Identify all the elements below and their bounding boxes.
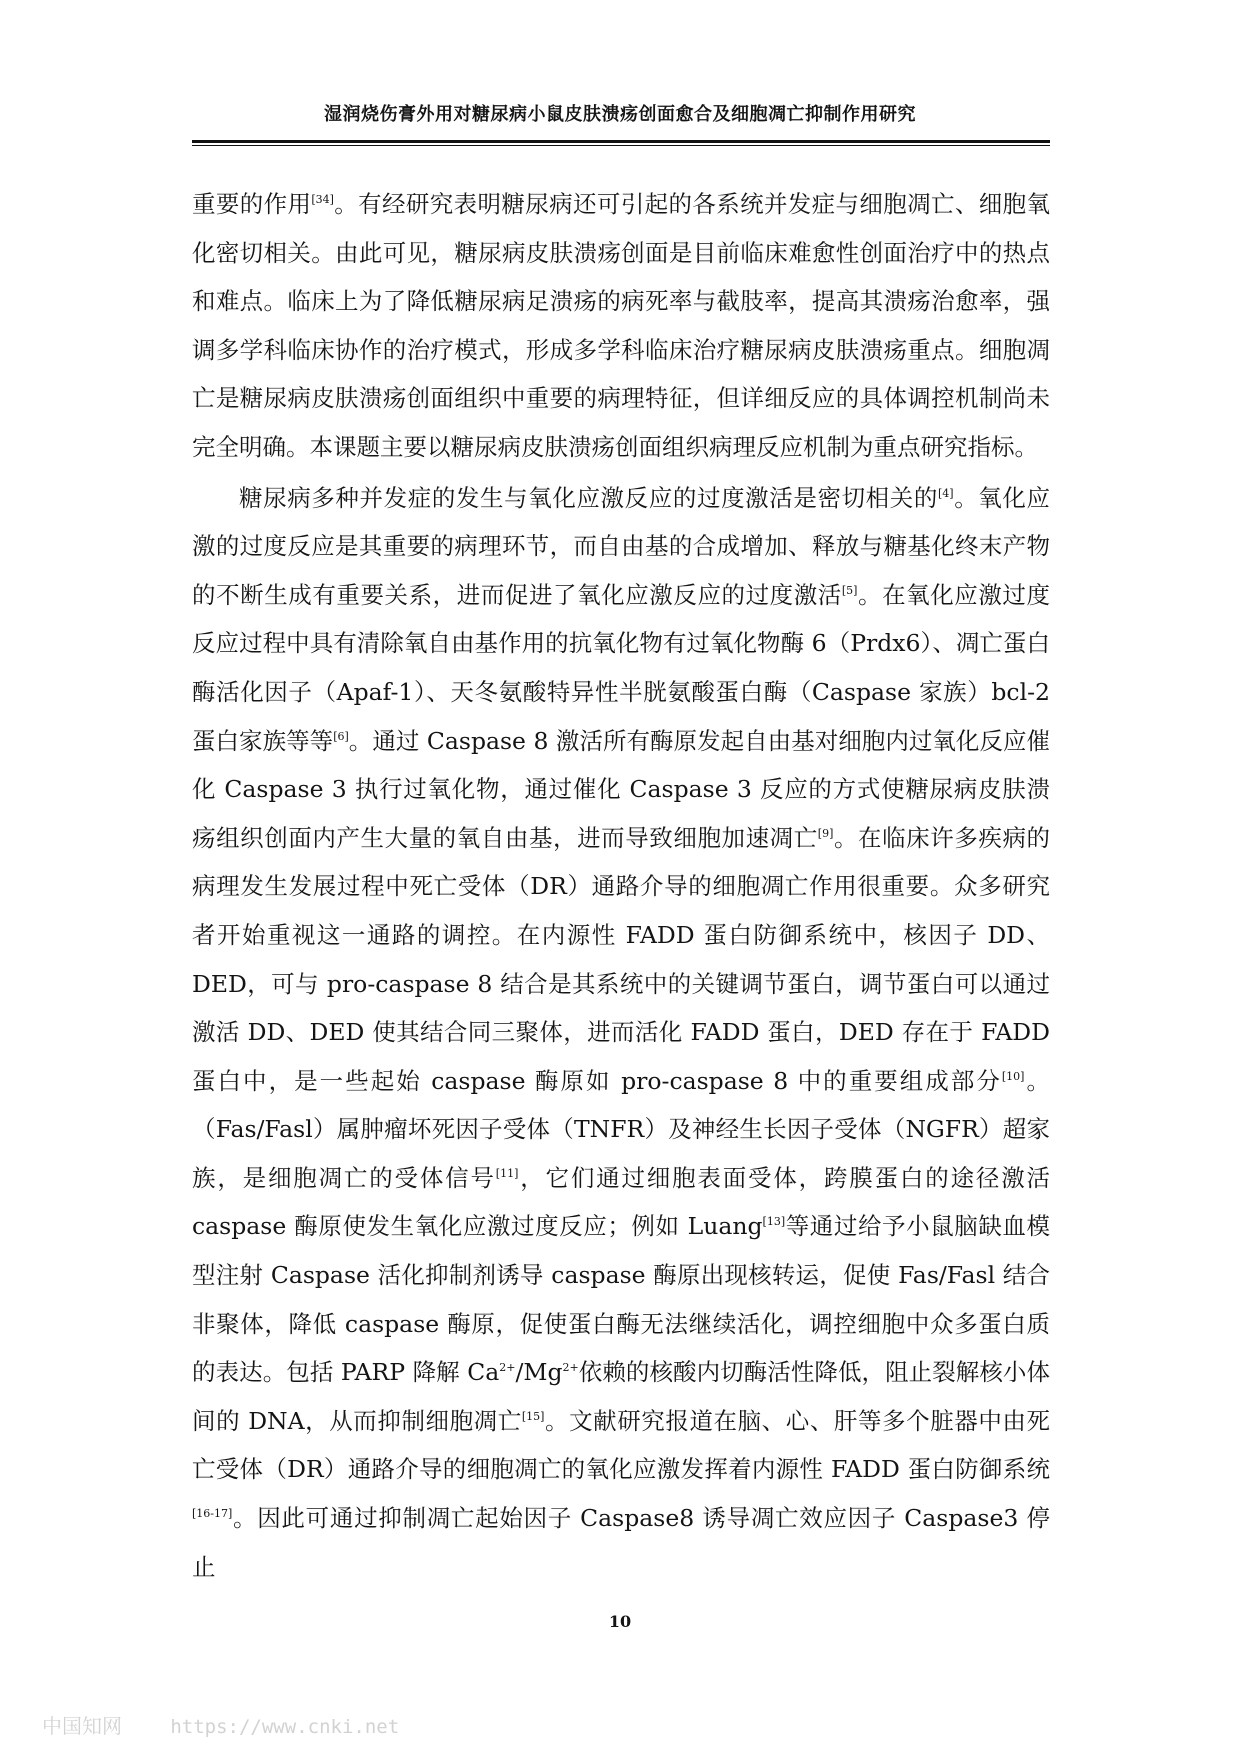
- paragraph-text: 。在临床许多疾病的病理发生发展过程中死亡受体（DR）通路介导的细胞凋亡作用很重要。众多研究者开始重视这一通路的调控。在内源性 FADD 蛋白防御系统中，核因子 DD、DED，可与 pro-caspase 8 结合是其系统中的关键调节蛋白，调节蛋白可以通过激活 DD、DED 使其结合同三聚体，进而活化 FADD 蛋白，DED 存在于 FADD 蛋白中，是一些起始 caspase 酶原如 pro-caspase 8 中的重要组成部分: [192, 823, 1051, 1095]
- paragraph-text: 。因此可通过抑制凋亡起始因子 Caspase8 诱导凋亡效应因子 Caspase3 停止: [192, 1504, 1050, 1581]
- citation-superscript: [10]: [1001, 1069, 1025, 1083]
- citation-superscript: [15]: [521, 1410, 545, 1424]
- citation-superscript: 2+: [562, 1361, 579, 1375]
- paragraph-text: 依赖的核酸内切酶活性降低，阻止裂解核小体间的 DNA，从而抑制细胞凋亡: [192, 1358, 1050, 1435]
- paragraph-text: 等通过给予小鼠脑缺血模型注射 Caspase 活化抑制剂诱导 caspase 酶原出现核转运，促使 Fas/Fasl 结合非聚体，降低 caspase 酶原，促使蛋白酶无法继续活化，调控细胞中众多蛋白质的表达。包括 PARP 降解 Ca: [192, 1212, 1051, 1387]
- paragraph-text: ，它们通过细胞表面受体，跨膜蛋白的途径激活 caspase 酶原使发生氧化应激过度反应；例如 Luang: [192, 1163, 1051, 1241]
- paragraph-text: 。有经研究表明糖尿病还可引起的各系统并发症与细胞凋亡、细胞氧化密切相关。由此可见，糖尿病皮肤溃疡创面是目前临床难愈性创面治疗中的热点和难点。临床上为了降低糖尿病足溃疡的病死率与截肢率，提高其溃疡治愈率，强调多学科临床协作的治疗模式，形成多学科临床治疗糖尿病皮肤溃疡重点。细胞凋亡是糖尿病皮肤溃疡创面组织中重要的病理特征，但详细反应的具体调控机制尚未完全明确。本课题主要以糖尿病皮肤溃疡创面组织病理反应机制为重点研究指标。: [192, 190, 1050, 461]
- paragraph: [192, 180, 1050, 472]
- paragraph-text: 。在氧化应激过度反应过程中具有清除氧自由基作用的抗氧化物有过氧化物酶 6（Prdx6）、凋亡蛋白酶活化因子（Apaf-1）、天冬氨酸特异性半胱氨酸蛋白酶（Caspase 家族）bcl-2 蛋白家族等等: [192, 580, 1051, 755]
- citation-superscript: 2+: [499, 1361, 516, 1375]
- page-number: 10: [608, 1612, 632, 1631]
- paragraph: [192, 474, 1050, 1592]
- citation-superscript: [5]: [841, 583, 858, 597]
- watermark-brand: 中国知网: [42, 1714, 122, 1738]
- paragraph-text: 糖尿病多种并发症的发生与氧化应激反应的过度激活是密切相关的: [239, 483, 938, 512]
- header-divider: [192, 140, 1050, 143]
- paragraph-text: 重要的作用: [192, 190, 312, 218]
- watermark: [42, 1710, 399, 1739]
- paragraph-text: 。氧化应激的过度反应是其重要的病理环节，而自由基的合成增加、释放与糖基化终末产物的不断生成有重要关系，进而促进了氧化应激反应的过度激活: [192, 483, 1051, 609]
- citation-superscript: [4]: [938, 486, 954, 500]
- citation-superscript: [11]: [495, 1167, 519, 1181]
- paragraph-text: /Mg: [515, 1358, 563, 1387]
- citation-superscript: [13]: [762, 1215, 786, 1229]
- body-text: [192, 180, 1050, 1591]
- citation-superscript: [34]: [311, 193, 334, 207]
- citation-superscript: [9]: [817, 826, 834, 840]
- watermark-url: https://www.cnki.net: [170, 1716, 400, 1738]
- paragraph-text: 。（Fas/Fasl）属肿瘤坏死因子受体（TNFR）及神经生长因子受体（NGFR）超家族，是细胞凋亡的受体信号: [192, 1066, 1051, 1192]
- citation-superscript: [16-17]: [192, 1507, 233, 1521]
- running-header: 湿润烧伤膏外用对糖尿病小鼠皮肤溃疡创面愈合及细胞凋亡抑制作用研究: [324, 104, 916, 125]
- paragraph-text: 。通过 Caspase 8 激活所有酶原发起自由基对细胞内过氧化反应催化 Caspase 3 执行过氧化物，通过催化 Caspase 3 反应的方式使糖尿病皮肤溃疡组织创面内产生大量的氧自由基，进而导致细胞加速凋亡: [192, 726, 1051, 852]
- header-divider-thin: [192, 145, 1050, 146]
- paragraph-text: 。文献研究报道在脑、心、肝等多个脏器中由死亡受体（DR）通路介导的细胞凋亡的氧化应激发挥着内源性 FADD 蛋白防御系统: [192, 1406, 1050, 1484]
- citation-superscript: [6]: [333, 729, 349, 743]
